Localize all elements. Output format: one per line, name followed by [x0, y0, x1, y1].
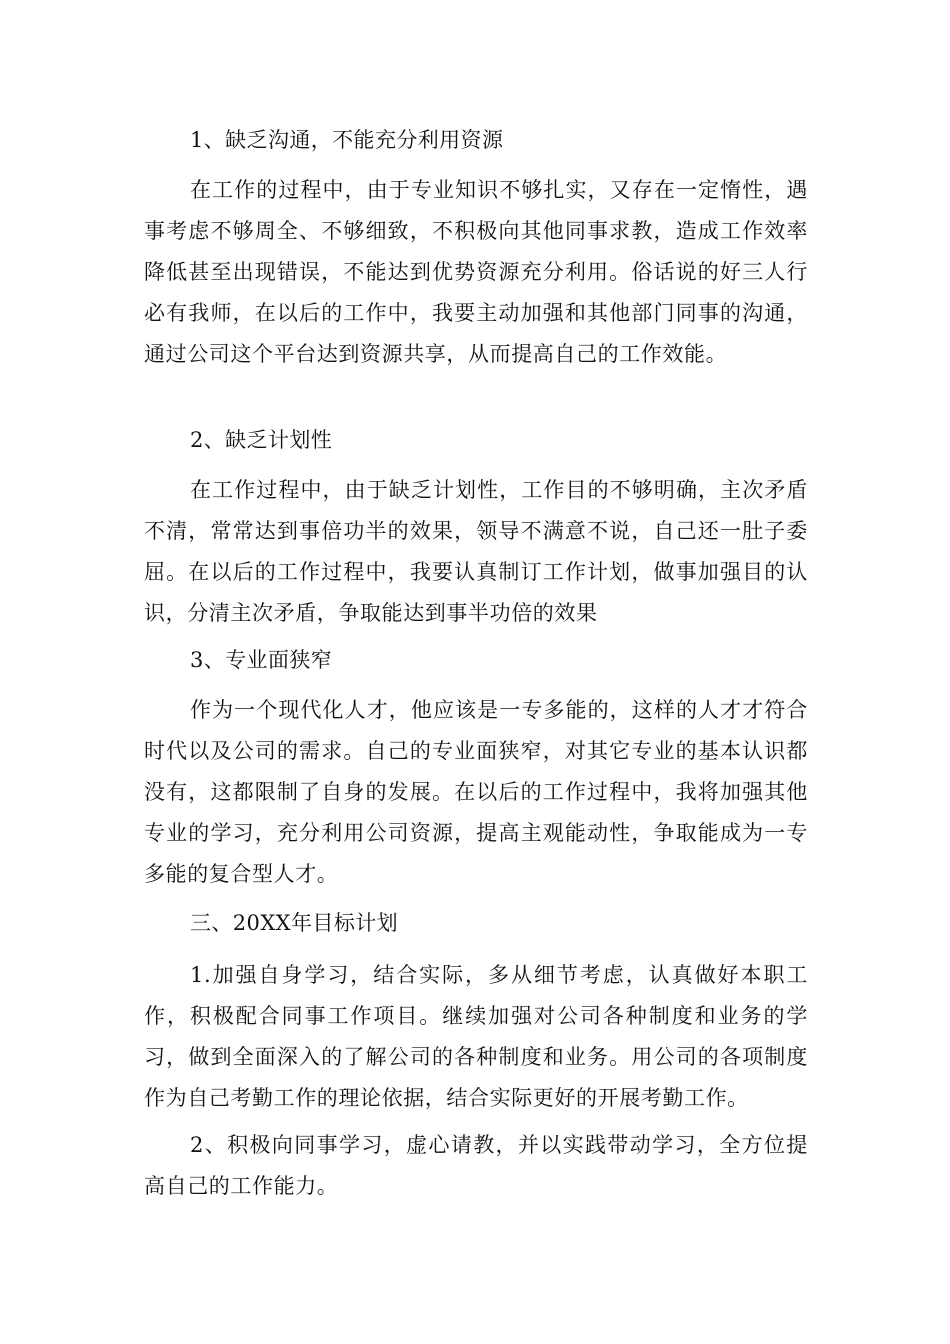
section-heading-communication: 1、缺乏沟通，不能充分利用资源	[190, 128, 504, 152]
section-heading-goals: 三、20XX年目标计划	[190, 911, 399, 935]
paragraph-goal-1: 1.加强自身学习，结合实际，多从细节考虑，认真做好本职工作，积极配合同事工作项目。继续加强对公司各种制度和业务的学习，做到全面深入的了解公司的各种制度和业务。用公司的各项制度作为自己考勤工作的理论依据，结合实际更好的开展考勤工作。	[144, 963, 808, 1110]
paragraph-communication: 在工作的过程中，由于专业知识不够扎实，又存在一定惰性，遇事考虑不够周全、不够细致，不积极向其他同事求教，造成工作效率降低甚至出现错误，不能达到优势资源充分利用。俗话说的好三人行必有我师，在以后的工作中，我要主动加强和其他部门同事的沟通，通过公司这个平台达到资源共享，从而提高自己的工作效能。	[144, 178, 808, 366]
paragraph-planning: 在工作过程中，由于缺乏计划性，工作目的不够明确，主次矛盾不清，常常达到事倍功半的效果，领导不满意不说，自己还一肚子委屈。在以后的工作过程中，我要认真制订工作计划，做事加强目的认识，分清主次矛盾，争取能达到事半功倍的效果	[144, 478, 808, 625]
paragraph-goal-2: 2、积极向同事学习，虚心请教，并以实践带动学习，全方位提高自己的工作能力。	[144, 1133, 808, 1198]
section-heading-planning: 2、缺乏计划性	[190, 428, 333, 452]
paragraph-specialty: 作为一个现代化人才，他应该是一专多能的，这样的人才才符合时代以及公司的需求。自己的专业面狭窄，对其它专业的基本认识都没有，这都限制了自身的发展。在以后的工作过程中，我将加强其他专业的学习，充分利用公司资源，提高主观能动性，争取能成为一专多能的复合型人才。	[144, 698, 808, 886]
section-heading-specialty: 3、专业面狭窄	[190, 648, 333, 672]
